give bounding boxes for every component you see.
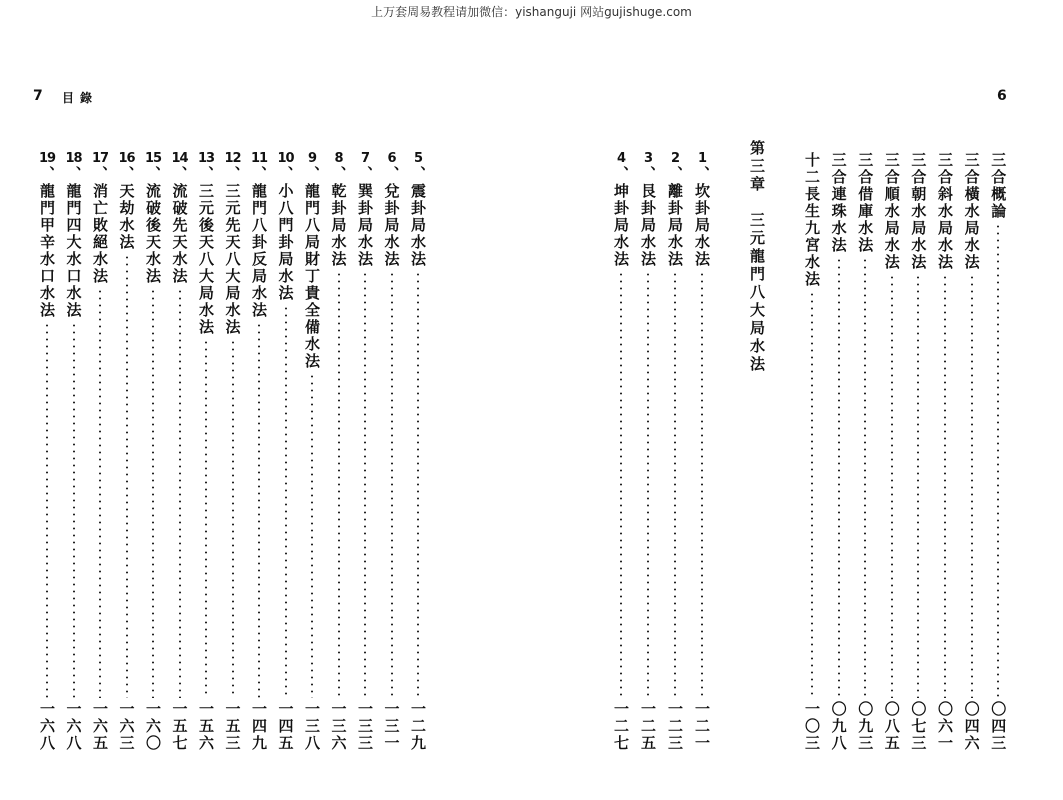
toc-entry-title: 小八門卦局水法 xyxy=(276,183,295,302)
toc-entry-separator: 、 xyxy=(223,166,242,183)
toc-entry-separator: 、 xyxy=(666,166,684,183)
toc-entry-page: 一二三 xyxy=(666,701,684,752)
dot-leader xyxy=(73,322,75,698)
toc-entry-title: 龍門八卦反局水法 xyxy=(250,183,268,319)
toc-entry-page: 〇九三 xyxy=(856,701,875,752)
toc-entry-number: 4 xyxy=(616,151,626,166)
dot-leader xyxy=(126,254,128,698)
toc-entry-page: 一五六 xyxy=(197,701,215,752)
toc-entry-title: 巽卦局水法 xyxy=(356,183,374,268)
toc-entry-number: 10 xyxy=(277,151,294,166)
dot-leader xyxy=(971,274,973,698)
toc-entry-title: 三合斜水局水法 xyxy=(936,152,954,271)
toc-entry-title: 流破後天水法 xyxy=(144,183,162,285)
dot-leader xyxy=(46,322,48,698)
toc-entry-page: 一三三 xyxy=(356,701,374,752)
watermark-text: 上万套周易教程请加微信：yishanguji 网站gujishuge.com xyxy=(371,5,692,19)
toc-entry-number: 2 xyxy=(670,151,680,166)
header-title: 目錄 xyxy=(62,91,99,105)
toc-entry-separator: 、 xyxy=(409,166,427,183)
toc-entry xyxy=(328,152,350,752)
toc-entry-page: 一六五 xyxy=(91,701,109,752)
dot-leader xyxy=(620,271,622,698)
dot-leader xyxy=(811,291,813,698)
toc-entry-page: 一二一 xyxy=(693,701,711,752)
toc-entry-separator: 、 xyxy=(64,166,83,183)
dot-leader xyxy=(285,305,287,698)
toc-entry xyxy=(195,152,217,752)
dot-leader xyxy=(179,288,181,698)
toc-entry-number: 6 xyxy=(387,151,396,166)
toc-entry-number: 16 xyxy=(118,151,135,166)
toc-entry-title: 三元後天八大局水法 xyxy=(197,183,215,336)
toc-entry-page: 一二七 xyxy=(612,701,630,752)
toc-entry xyxy=(987,152,1009,752)
toc-entry-page: 一六〇 xyxy=(144,701,162,752)
toc-entry-page: 〇七三 xyxy=(909,701,928,752)
toc-entry-page: 一三八 xyxy=(303,701,321,752)
dot-leader xyxy=(891,274,893,698)
toc-entry xyxy=(301,152,323,752)
toc-entry-title: 三合連珠水法 xyxy=(829,152,848,254)
dot-leader xyxy=(864,257,866,698)
toc-entry-separator: 、 xyxy=(276,166,295,183)
toc-entry-number: 14 xyxy=(171,151,188,166)
toc-entry-title: 龍門甲辛水口水法 xyxy=(38,183,56,319)
toc-entry xyxy=(801,152,823,752)
toc-entry xyxy=(637,152,659,752)
toc-entry-page: 一二九 xyxy=(409,701,427,752)
toc-entry-page: 〇八五 xyxy=(882,701,901,752)
dot-leader xyxy=(364,271,366,698)
toc-entry-number: 13 xyxy=(197,151,215,166)
toc-entry-separator: 、 xyxy=(639,166,657,183)
toc-entry xyxy=(934,152,956,752)
toc-entry-page: 一六三 xyxy=(117,701,136,752)
toc-entry-separator: 、 xyxy=(91,166,109,183)
toc-entry-page: 〇四三 xyxy=(989,701,1008,752)
toc-entry-number: 11 xyxy=(250,151,268,166)
toc-entry-page: 一六八 xyxy=(38,701,56,752)
dot-leader xyxy=(674,271,676,698)
toc-entry-separator: 、 xyxy=(38,166,56,183)
toc-entry-title: 龍門八局財丁貴全備水法 xyxy=(303,183,321,370)
toc-entry-number: 18 xyxy=(65,151,82,166)
toc-entry-page: 一五七 xyxy=(170,701,189,752)
toc-entry xyxy=(854,152,876,752)
toc-entry-number: 15 xyxy=(144,151,162,166)
toc-entry xyxy=(89,152,111,752)
dot-leader xyxy=(205,339,207,698)
toc-entry-page: 一三一 xyxy=(382,701,401,752)
toc-entry xyxy=(691,152,713,752)
toc-entry xyxy=(961,152,983,752)
toc-entry-separator: 、 xyxy=(693,166,711,183)
toc-entry xyxy=(407,152,429,752)
dot-leader xyxy=(258,322,260,698)
toc-entry-separator: 、 xyxy=(144,166,162,183)
toc-entry xyxy=(63,152,85,752)
dot-leader xyxy=(338,271,340,698)
toc-entry xyxy=(610,152,632,752)
dot-leader xyxy=(917,274,919,698)
left-page-number: 7 xyxy=(33,88,43,104)
toc-entry-title: 天劫水法 xyxy=(117,183,136,251)
toc-entry-separator: 、 xyxy=(612,166,630,183)
toc-entry-title: 流破先天水法 xyxy=(170,183,189,285)
toc-entry-title: 坤卦局水法 xyxy=(612,183,630,268)
toc-entry-title: 三合順水局水法 xyxy=(882,152,901,271)
toc-entry-number: 3 xyxy=(643,151,653,166)
dot-leader xyxy=(997,223,999,698)
toc-entry xyxy=(907,152,929,752)
toc-entry-page: 一四九 xyxy=(250,701,268,752)
dot-leader xyxy=(417,271,419,698)
toc-entry-title: 震卦局水法 xyxy=(409,183,427,268)
toc-entry-page: 〇九八 xyxy=(829,701,848,752)
toc-entry-separator: 、 xyxy=(303,166,321,183)
dot-leader xyxy=(311,373,313,698)
toc-entry-separator: 、 xyxy=(170,166,189,183)
dot-leader xyxy=(152,288,154,698)
toc-entry-number: 12 xyxy=(224,151,241,166)
dot-leader xyxy=(232,339,234,698)
toc-entry xyxy=(248,152,270,752)
toc-entry-title: 三合概論 xyxy=(989,152,1008,220)
toc-entry-page: 一二五 xyxy=(639,701,657,752)
toc-entry-title: 龍門四大水口水法 xyxy=(64,183,83,319)
toc-entry-title: 消亡敗絕水法 xyxy=(91,183,109,285)
toc-entry-title: 三元先天八大局水法 xyxy=(223,183,242,336)
toc-entry xyxy=(116,152,138,752)
toc-entry-title: 乾卦局水法 xyxy=(329,183,348,268)
toc-entry-number: 17 xyxy=(91,151,109,166)
toc-entry-number: 8 xyxy=(334,151,343,166)
toc-entry-page: 一〇三 xyxy=(803,701,821,752)
toc-entry-number: 5 xyxy=(413,151,423,166)
toc-entry-title: 三合朝水局水法 xyxy=(909,152,928,271)
toc-entry xyxy=(275,152,297,752)
chapter-title: 第三章 三元龍門八大局水法 xyxy=(748,140,766,374)
toc-entry-title: 離卦局水法 xyxy=(666,183,684,268)
toc-entry-separator: 、 xyxy=(250,166,268,183)
toc-entry-page: 一五三 xyxy=(223,701,242,752)
toc-entry-title: 兌卦局水法 xyxy=(382,183,401,268)
toc-entry-number: 19 xyxy=(38,151,56,166)
dot-leader xyxy=(701,271,703,698)
toc-entry-separator: 、 xyxy=(117,166,136,183)
right-page-number: 6 xyxy=(997,88,1007,104)
toc-entry xyxy=(828,152,850,752)
dot-leader xyxy=(838,257,840,698)
toc-entry-title: 三合借庫水法 xyxy=(856,152,875,254)
toc-entry xyxy=(381,152,403,752)
toc-entry xyxy=(664,152,686,752)
toc-entry-title: 坎卦局水法 xyxy=(693,183,711,268)
dot-leader xyxy=(99,288,101,698)
dot-leader xyxy=(647,271,649,698)
toc-entry xyxy=(142,152,164,752)
toc-entry xyxy=(36,152,58,752)
toc-entry-title: 艮卦局水法 xyxy=(639,183,657,268)
toc-entry-separator: 、 xyxy=(382,166,401,183)
toc-entry-separator: 、 xyxy=(329,166,348,183)
toc-entry-separator: 、 xyxy=(197,166,215,183)
toc-entry-number: 9 xyxy=(307,151,317,166)
toc-entry-number: 1 xyxy=(697,151,707,166)
toc-entry-page: 〇四六 xyxy=(962,701,981,752)
toc-entry xyxy=(354,152,376,752)
dot-leader xyxy=(391,271,393,698)
dot-leader xyxy=(944,274,946,698)
toc-entry xyxy=(881,152,903,752)
toc-entry-page: 一六八 xyxy=(64,701,83,752)
toc-entry-number: 7 xyxy=(360,151,370,166)
toc-entry-separator: 、 xyxy=(356,166,374,183)
toc-entry xyxy=(222,152,244,752)
toc-entry-title: 十二長生九宮水法 xyxy=(803,152,821,288)
toc-entry-title: 三合橫水局水法 xyxy=(962,152,981,271)
toc-entry-page: 一三六 xyxy=(329,701,348,752)
toc-entry-page: 〇六一 xyxy=(936,701,954,752)
toc-entry-page: 一四五 xyxy=(276,701,295,752)
toc-entry xyxy=(169,152,191,752)
